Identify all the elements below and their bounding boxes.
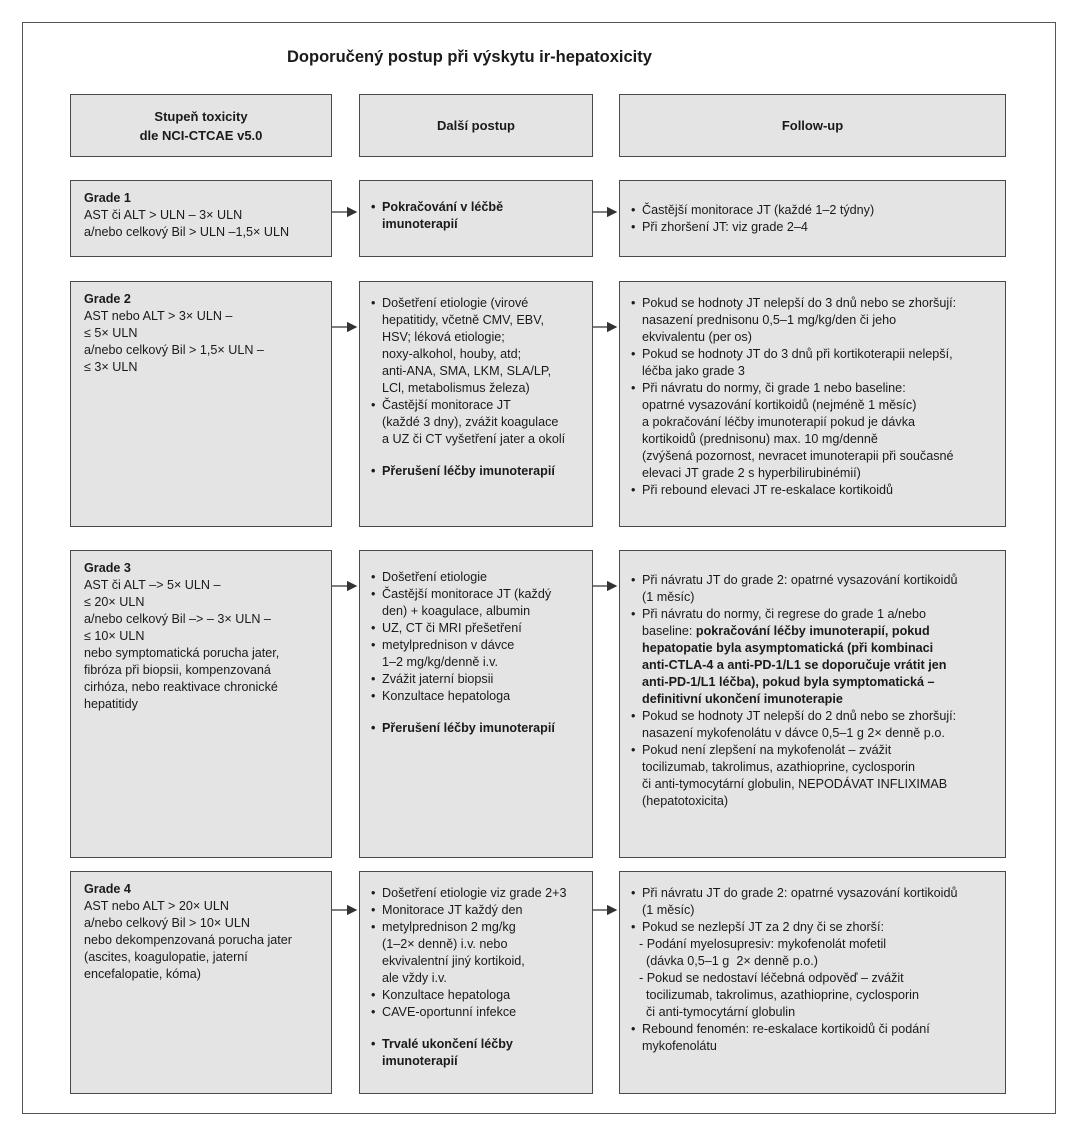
text-line: LCl, metabolismus železa) [382,381,530,395]
text-line: či anti-tymocytární globulin [639,1005,796,1019]
header-next-steps-label: Další postup [436,118,515,133]
text-line: • Zvážit jaterní biopsii [382,672,494,686]
header-follow-up-label: Follow-up [781,118,844,133]
text-line: • Při rebound elevaci JT re-eskalace kortikoidů [642,483,894,497]
text-line: definitivní ukončení imunoterapie [642,692,843,706]
text-line: • Došetření etiologie [382,570,488,584]
text-line: ekvivalentní jiný kortikoid, [382,954,525,968]
text-line: noxy-alkohol, houby, atd; [382,347,522,361]
text-line: • Pokud se nezlepší JT za 2 dny či se zhorší: [642,920,884,934]
text-line: • Přerušení léčby imunoterapií [382,464,555,478]
text-line: • Při návratu JT do grade 2: opatrné vysazování kortikoidů [642,573,958,587]
text-line: (1 měsíc) [642,590,695,604]
text-line: • UZ, CT či MRI přešetření [382,621,522,635]
header-toxicity-line-2: dle NCI-CTCAE v5.0 [139,127,263,143]
text-line: • Pokud se hodnoty JT nelepší do 2 dnů nebo se zhoršují: [642,709,957,723]
text-line: • Rebound fenomén: re-eskalace kortikoidů či podání [642,1022,930,1036]
text-line: a pokračování léčby imunoterapií pokud je dávka [642,415,916,429]
text-line: anti-CTLA-4 a anti-PD-1/L1 se doporučuje vrátit jen [642,658,947,672]
text-line: • Došetření etiologie (virové [382,296,529,310]
grade-3-criterion: fibróza při biopsii, kompenzovaná [84,663,271,677]
grade-3-title: Grade 3 [84,561,131,575]
text-line: anti-PD-1/L1 léčba), pokud byla symptomatická – [642,675,935,689]
text-line: • Častější monitorace JT [382,398,511,412]
grade-3-criterion: a/nebo celkový Bil –> – 3× ULN – [84,612,271,626]
text-line: ale vždy i.v. [382,971,447,985]
text-line: nasazení prednisonu 0,5–1 mg/kg/den či jeho [642,313,897,327]
text-line: • Pokud se hodnoty JT nelepší do 3 dnů nebo se zhoršují: [642,296,957,310]
grade-2-title: Grade 2 [84,292,131,306]
text-line: • Při návratu JT do grade 2: opatrné vysazování kortikoidů [642,886,958,900]
text-line: hepatopatie byla asymptomatická (při kombinaci [642,641,934,655]
text-line: (dávka 0,5–1 g 2× denně p.o.) [639,954,818,968]
grade-3-criterion: cirhóza, nebo reaktivace chronické [84,680,278,694]
text-line: hepatitidy, včetně CMV, EBV, [382,313,544,327]
grade-2-criterion: a/nebo celkový Bil > 1,5× ULN – [84,343,264,357]
text-line: • Častější monitorace JT (každý [382,587,552,601]
text-segment: baseline: [642,624,696,638]
text-line: • Při návratu do normy, či regrese do grade 1 a/nebo [642,607,926,621]
text-line: - Podání myelosupresiv: mykofenolát mofetil [639,937,887,951]
text-line: • Trvalé ukončení léčby [382,1037,513,1051]
text-line: kortikoidů (prednisonu) max. 10 mg/denně [642,432,878,446]
grade-4-criterion: a/nebo celkový Bil > 10× ULN [84,916,250,930]
grade-2-criterion: ≤ 3× ULN [84,360,138,374]
text-segment-bold: pokračování léčby imunoterapií, pokud [695,624,930,638]
text-line: • Monitorace JT každý den [382,903,523,917]
text-line: • metylprednison v dávce [382,638,515,652]
text-line: (zvýšená pozornost, nevracet imunoterapii při současné [642,449,954,463]
grade-3-criterion: ≤ 20× ULN [84,595,145,609]
text-line: imunoterapií [382,217,458,231]
grade-1-criterion: a/nebo celkový Bil > ULN –1,5× ULN [84,225,290,239]
text-line: tocilizumab, takrolimus, azathioprine, cyclosporin [642,760,915,774]
grade-4-criterion: encefalopatie, kóma) [84,967,201,981]
grade-4-title: Grade 4 [84,882,131,896]
text-line: • Došetření etiologie viz grade 2+3 [382,886,567,900]
text-line: elevaci JT grade 2 s hyperbilirubinémií) [642,466,861,480]
diagram-title: Doporučený postup při výskytu ir-hepatoxicity [287,48,652,66]
text-line: (1 měsíc) [642,903,695,917]
text-line: mykofenolátu [642,1039,717,1053]
grade-3-criterion: AST či ALT –> 5× ULN – [84,578,221,592]
text-line: a UZ či CT vyšetření jater a okolí [382,432,566,446]
text-line: léčba jako grade 3 [642,364,745,378]
text-line: HSV; léková etiologie; [382,330,505,344]
grade-4-criterion: (ascites, koagulopatie, jaterní [84,950,248,964]
text-line: • Pokračování v léčbě [382,200,504,214]
text-line: imunoterapií [382,1054,458,1068]
text-line: • Pokud se hodnoty JT do 3 dnů při kortikoterapii nelepší, [642,347,953,361]
grade-1-title: Grade 1 [84,191,131,205]
grade-2-criterion: AST nebo ALT > 3× ULN – [84,309,233,323]
grade-4-criterion: AST nebo ALT > 20× ULN [84,899,229,913]
text-line: - Pokud se nedostaví léčebná odpověď – zvážit [639,971,904,985]
text-line: • Častější monitorace JT (každé 1–2 týdny) [642,203,875,217]
text-line: • metylprednison 2 mg/kg [382,920,516,934]
grade-3-criterion: nebo symptomatická porucha jater, [84,646,280,660]
text-line: (hepatotoxicita) [642,794,729,808]
text-line: • Při návratu do normy, či grade 1 nebo baseline: [642,381,906,395]
text-line: • CAVE-oportunní infekce [382,1005,517,1019]
text-line: 1–2 mg/kg/denně i.v. [382,655,498,669]
text-line: tocilizumab, takrolimus, azathioprine, cyclosporin [639,988,919,1002]
grade-2-criterion: ≤ 5× ULN [84,326,138,340]
text-line: nasazení mykofenolátu v dávce 0,5–1 g 2× denně p.o. [642,726,945,740]
text-line: • Konzultace hepatologa [382,689,511,703]
text-line: či anti-tymocytární globulin, NEPODÁVAT INFLIXIMAB [642,777,948,791]
text-line: • Pokud není zlepšení na mykofenolát – zvážit [642,743,892,757]
text-line: opatrné vysazování kortikoidů (nejméně 1 měsíc) [642,398,917,412]
text-line: • Konzultace hepatologa [382,988,511,1002]
grade-3-criterion: ≤ 10× ULN [84,629,145,643]
grade-4-criterion: nebo dekompenzovaná porucha jater [84,933,292,947]
header-toxicity-line-1: Stupeň toxicity [154,108,248,124]
text-line: • Přerušení léčby imunoterapií [382,721,555,735]
text-line: • Při zhoršení JT: viz grade 2–4 [642,220,808,234]
text-line: den) + koagulace, albumin [382,604,531,618]
text-line: ekvivalentu (per os) [642,330,752,344]
text-line: (každé 3 dny), zvážit koagulace [382,415,559,429]
grade-3-criterion: hepatitidy [84,697,138,711]
text-line: (1–2× denně) i.v. nebo [382,937,508,951]
grade-1-criterion: AST či ALT > ULN – 3× ULN [84,208,243,222]
text-line: anti-ANA, SMA, LKM, SLA/LP, [382,364,552,378]
